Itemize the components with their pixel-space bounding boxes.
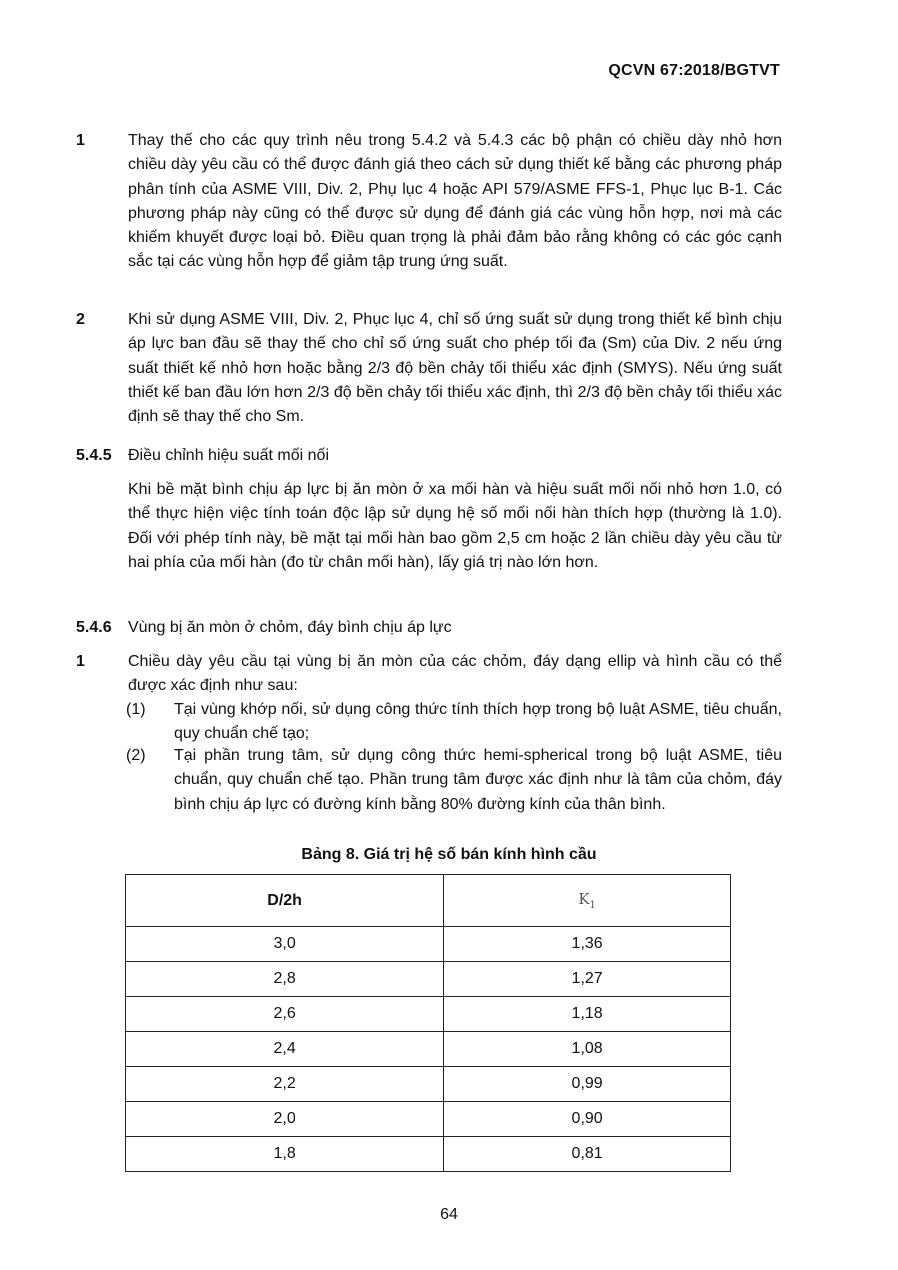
table-row — [126, 1032, 731, 1067]
cell-k1: 0,81 — [444, 1137, 731, 1172]
column-header-k1 — [444, 875, 731, 927]
cell-d2h: 2,2 — [126, 1067, 444, 1102]
k-symbol: K — [578, 890, 590, 908]
cell-k1: 1,18 — [444, 997, 731, 1032]
k-subscript: 1 — [589, 900, 596, 911]
clause-number: 2 — [76, 311, 85, 328]
table-row — [126, 962, 731, 997]
table-row — [126, 927, 731, 962]
page-number: 64 — [440, 1206, 458, 1223]
clause-item-2 — [76, 308, 782, 429]
cell-k1: 1,08 — [444, 1032, 731, 1067]
sub-item-1 — [126, 698, 782, 747]
table-row — [126, 1102, 731, 1137]
cell-d2h: 2,8 — [126, 962, 444, 997]
clause-text: Chiều dày yêu cầu tại vùng bị ăn mòn của các chỏm, đáy dạng ellip và hình cầu có thể được xác định như sau: — [128, 653, 782, 695]
cell-d2h: 2,4 — [126, 1032, 444, 1067]
table-row — [126, 1137, 731, 1172]
cell-d2h: 3,0 — [126, 927, 444, 962]
sub-item-2 — [126, 744, 782, 817]
cell-d2h: 2,6 — [126, 997, 444, 1032]
clause-item-1 — [76, 129, 782, 275]
table-row — [126, 1067, 731, 1102]
cell-d2h: 1,8 — [126, 1137, 444, 1172]
section-545-body — [76, 478, 782, 575]
section-title: Vùng bị ăn mòn ở chỏm, đáy bình chịu áp lực — [128, 619, 452, 636]
sub-item-text: Tại phần trung tâm, sử dụng công thức hemi-spherical trong bộ luật ASME, tiêu chuẩn, quy chuẩn chế tạo. Phần trung tâm được xác định như là tâm của chỏm, đáy bình chịu áp lực có đường kính bằng 80% đường kính của thân bình. — [174, 747, 782, 813]
cell-d2h: 2,0 — [126, 1102, 444, 1137]
sub-item-marker: (1) — [126, 701, 146, 718]
section-title: Điều chỉnh hiệu suất mối nối — [128, 447, 330, 464]
radius-factor-table — [125, 874, 731, 1172]
cell-k1: 0,99 — [444, 1067, 731, 1102]
table-row — [126, 997, 731, 1032]
cell-k1: 1,27 — [444, 962, 731, 997]
section-546-item-1 — [76, 650, 782, 699]
sub-item-text: Tại vùng khớp nối, sử dụng công thức tính thích hợp trong bộ luật ASME, tiêu chuẩn, quy chuẩn chế tạo; — [174, 701, 782, 743]
clause-number: 1 — [76, 132, 85, 149]
sub-item-marker: (2) — [126, 747, 146, 764]
clause-text: Thay thế cho các quy trình nêu trong 5.4.2 và 5.4.3 các bộ phận có chiều dày nhỏ hơn chiều dày yêu cầu có thể được đánh giá theo cách sử dụng thiết kế bằng các phương pháp phân tính của ASME VIII, Div. 2, Phụ lục 4 hoặc API 579/ASME FFS-1, Phục lục B-1. Các phương pháp này cũng có thể được sử dụng để đánh giá các vùng hỗn hợp, nơi mà các khiếm khuyết được loại bỏ. Điều quan trọng là phải đảm bảo rằng không có các góc cạnh sắc tại các vùng hỗn hợp để giảm tập trung ứng suất. — [128, 132, 782, 271]
cell-k1: 0,90 — [444, 1102, 731, 1137]
cell-k1: 1,36 — [444, 927, 731, 962]
clause-text: Khi sử dụng ASME VIII, Div. 2, Phục lục 4, chỉ số ứng suất sử dụng trong thiết kế bình chịu áp lực ban đầu sẽ thay thế cho chỉ số ứng suất cho phép tối đa (Sm) của Div. 2 nếu ứng suất thiết kế nhỏ hơn hoặc bằng 2/3 độ bền chảy tối thiểu xác định (SMYS). Nếu ứng suất thiết kế ban đầu lớn hơn 2/3 độ bền chảy tối thiểu xác định, thì 2/3 độ bền chảy tối thiểu xác định sẽ thay thế cho Sm. — [128, 311, 782, 426]
table-header-row — [126, 875, 731, 927]
section-number: 5.4.6 — [76, 619, 112, 636]
column-header-d2h: D/2h — [126, 875, 444, 927]
document-code-header: QCVN 67:2018/BGTVT — [608, 62, 780, 79]
section-number: 5.4.5 — [76, 447, 112, 464]
section-heading-545 — [76, 444, 782, 468]
clause-number: 1 — [76, 653, 85, 670]
table-caption: Bảng 8. Giá trị hệ số bán kính hình cầu — [301, 846, 597, 863]
section-text: Khi bề mặt bình chịu áp lực bị ăn mòn ở xa mối hàn và hiệu suất mối nối nhỏ hơn 1.0, có thể thực hiện việc tính toán độc lập sử dụng hệ số mối nối hàn thích hợp (thường là 1.0). Đối với phép tính này, bề mặt tại mối hàn bao gồm 2,5 cm hoặc 2 lần chiều dày yêu cầu từ hai phía của mối hàn (đo từ chân mối hàn), lấy giá trị nào lớn hơn. — [128, 481, 782, 571]
section-heading-546 — [76, 616, 782, 640]
